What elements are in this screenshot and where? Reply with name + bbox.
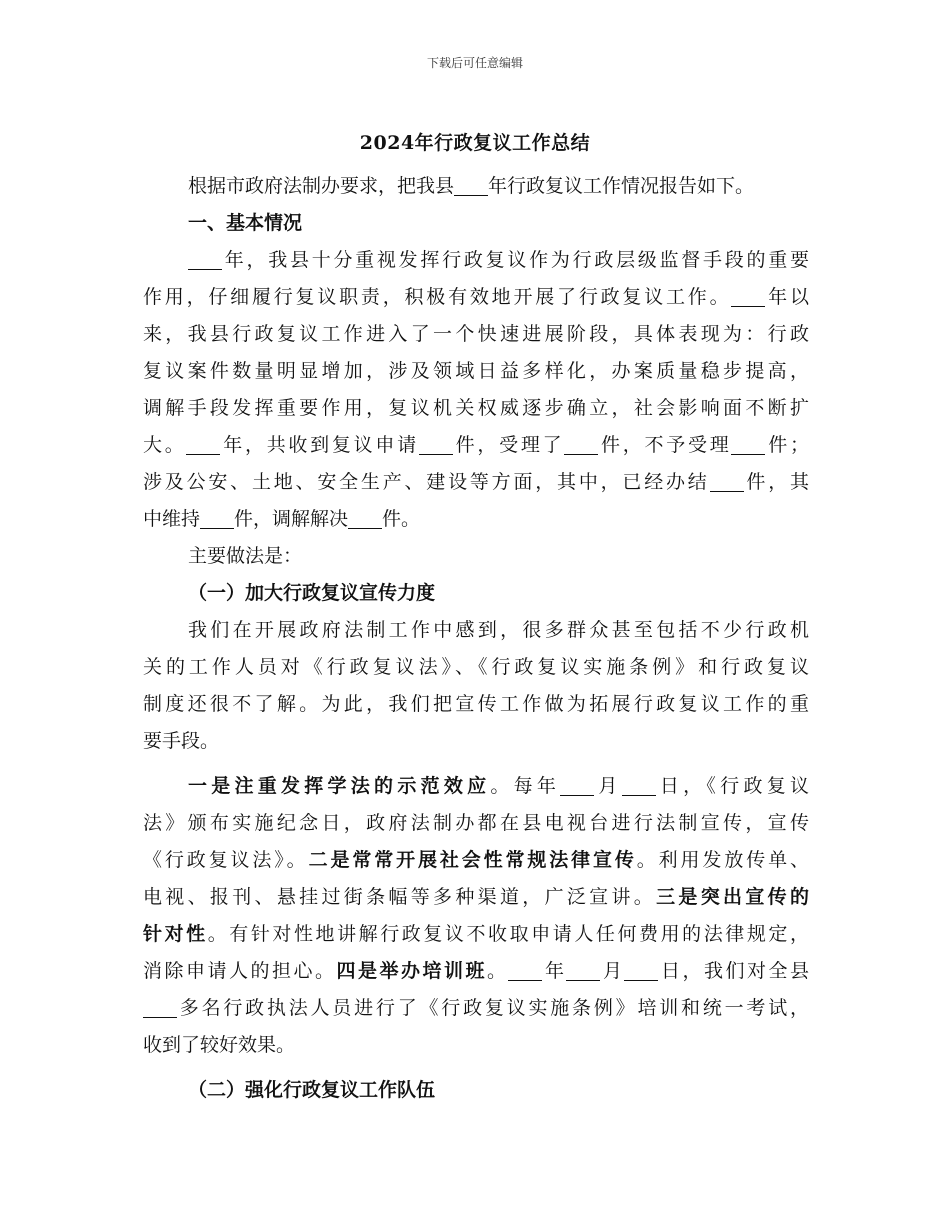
fill-blank [622,773,656,796]
fill-blank [731,284,765,307]
fill-blank [731,432,765,455]
fill-blank [143,995,177,1018]
paragraph-line: 法》颁布实施纪念日，政府法制办都在县电视台进行法制宣传，宣传 [143,812,809,834]
paragraph-line: 大。 年，共收到复议申请 件，受理了 件，不予受理 件； [143,434,809,456]
paragraph-line: 作用，仔细履行复议职责，积极有效地开展了行政复议工作。 年以 [143,286,809,308]
paragraph-line: 调解手段发挥重要作用，复议机关权威逐步确立，社会影响面不断扩 [143,397,809,419]
document-title: 2024年行政复议工作总结 [359,132,591,154]
fill-blank [710,469,744,492]
paragraph-line: 中维持 件，调解解决 件。 [143,508,421,530]
paragraph-line: 年，我县十分重视发挥行政复议作为行政层级监督手段的重要 [143,242,809,279]
section-heading: 一、基本情况 [188,212,303,234]
fill-blank [200,506,234,529]
subsection-heading: （一）加大行政复议宣传力度 [188,582,436,604]
paragraph-line: 我们在开展政府法制工作中感到，很多群众甚至包括不少行政机 [188,619,809,641]
paragraph-line: 多名行政执法人员进行了《行政复议实施条例》培训和统一考试， [143,990,809,1027]
paragraph-line: 一是注重发挥学法的示范效应。每年 月 日，《行政复议 [188,775,809,797]
fill-blank [188,247,222,270]
subsection-heading: （二）强化行政复议工作队伍 [188,1079,436,1101]
fill-blank [508,958,542,981]
paragraph-line: 涉及公安、土地、安全生产、建设等方面，其中，已经办结 件，其 [143,471,809,493]
fill-blank [566,958,600,981]
paragraph-line: 电视、报刊、悬挂过街条幅等多种渠道，广泛宣讲。三是突出宣传的 [143,886,809,908]
paragraph-line: 针对性。有针对性地讲解行政复议不收取申请人任何费用的法律规定， [143,923,809,945]
fill-blank [454,173,488,196]
fill-blank [624,958,658,981]
fill-blank [564,432,598,455]
paragraph-line: 来，我县行政复议工作进入了一个快速进展阶段，具体表现为：行政 [143,323,809,345]
paragraph-line: 《行政复议法》。二是常常开展社会性常规法律宣传。利用发放传单、 [143,849,809,871]
fill-blank [560,773,594,796]
paragraph-line: 收到了较好效果。 [143,1034,296,1056]
fill-blank [419,432,453,455]
paragraph-line: 关的工作人员对《行政复议法》、《行政复议实施条例》和行政复议 [143,656,809,678]
paragraph-line: 根据市政府法制办要求，把我县 年行政复议工作情况报告如下。 [188,175,755,197]
fill-blank [348,506,382,529]
paragraph-line: 主要做法是： [188,545,303,567]
document-body [143,168,809,1109]
paragraph-line: 消除申请人的担心。四是举办培训班。 年 月 日，我们对全县 [143,960,809,982]
paragraph-line: 制度还很不了解。为此，我们把宣传工作做为拓展行政复议工作的重 [143,693,809,715]
page-header: 下载后可任意编辑 [426,56,523,70]
paragraph-line: 要手段。 [143,730,220,752]
fill-blank [186,432,220,455]
paragraph-line: 复议案件数量明显增加，涉及领域日益多样化，办案质量稳步提高， [143,360,809,382]
